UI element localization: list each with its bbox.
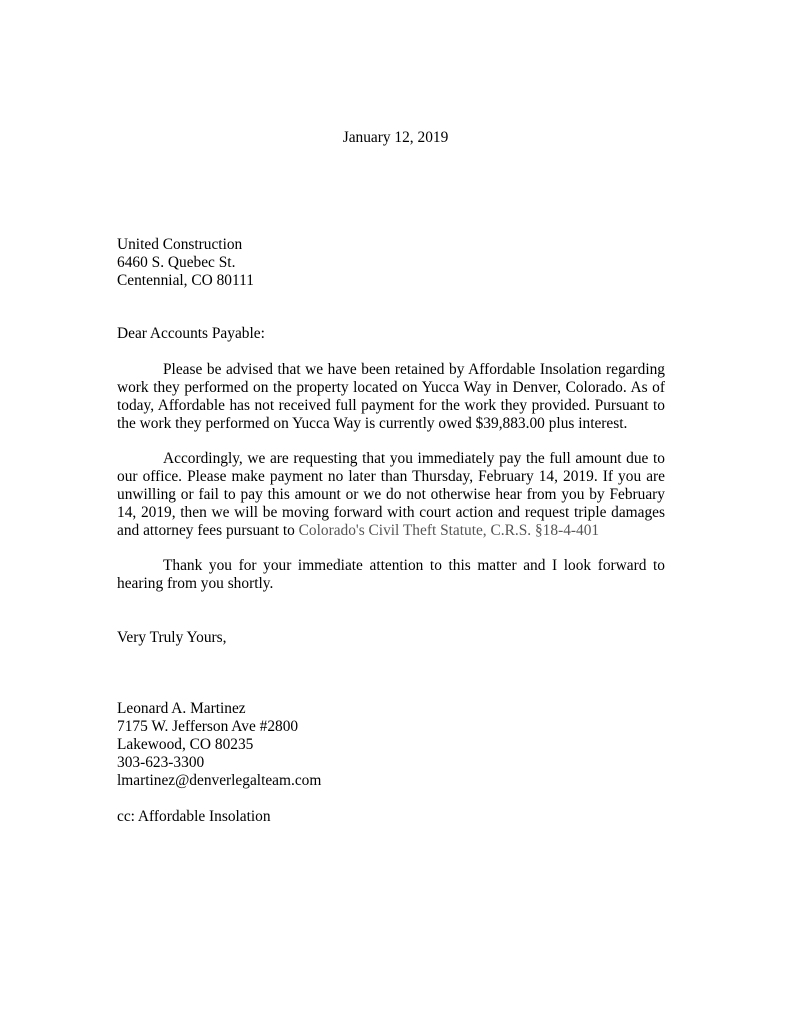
recipient-name: United Construction (117, 236, 243, 253)
sender-name: Leonard A. Martinez (117, 700, 246, 717)
salutation: Dear Accounts Payable: (117, 325, 265, 342)
cc-line: cc: Affordable Insolation (117, 808, 271, 825)
sender-phone: 303-623-3300 (117, 754, 205, 771)
sender-city: Lakewood, CO 80235 (117, 736, 254, 753)
recipient-street: 6460 S. Quebec St. (117, 254, 236, 271)
paragraph-thanks: Thank you for your immediate attention to this matter and I look forward to hearing from you shortly. (117, 557, 665, 592)
sender-email: lmartinez@denverlegalteam.com (117, 772, 322, 789)
letter-date: January 12, 2019 (342, 129, 449, 146)
paragraph-payment-request (117, 450, 665, 540)
sender-street: 7175 W. Jefferson Ave #2800 (117, 718, 299, 735)
statute-reference: Colorado's Civil Theft Statute, C.R.S. §18-4-401 (298, 522, 600, 539)
closing: Very Truly Yours, (117, 629, 227, 646)
paragraph-payment-status: Please be advised that we have been retained by Affordable Insolation regarding work they performed on the property located on Yucca Way in Denver, Colorado. As of today, Affordable has not received full payment for the work they provided. Pursuant to the work they performed on Yucca Way is currently owed $39,883.00 plus interest. (117, 361, 665, 432)
recipient-city: Centennial, CO 80111 (117, 272, 254, 289)
paragraph-payment-request-text: Accordingly, we are requesting that you immediately pay the full amount due to our office. Please make payment no later than Thursday, February 14, 2019. If you are unwilling or fail to pay this amount or we do not otherwise hear from you by February 14, 2019, then we will be moving forward with court action and request triple damages and attorney fees pursuant to (117, 450, 665, 539)
